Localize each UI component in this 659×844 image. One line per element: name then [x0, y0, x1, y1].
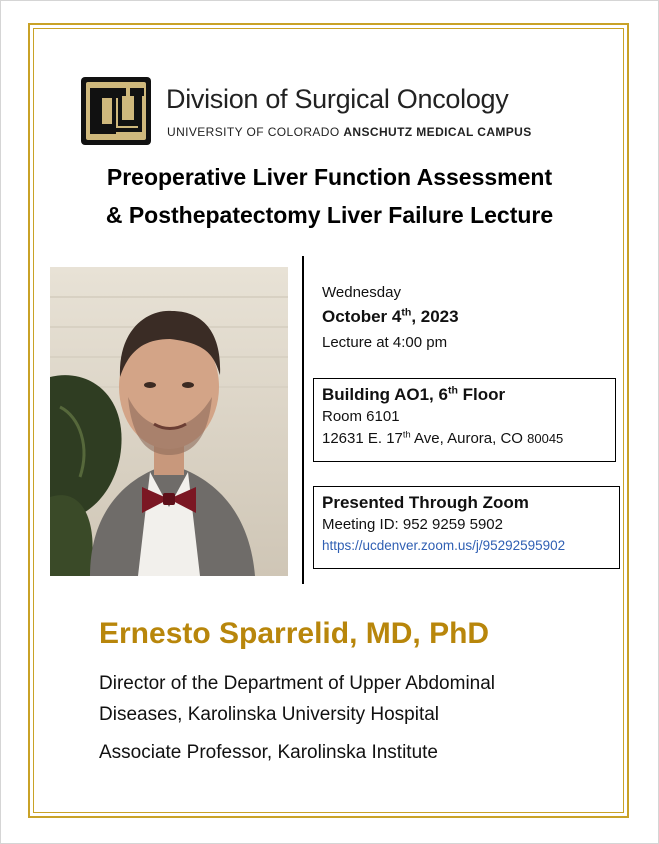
zoom-link[interactable]: https://ucdenver.zoom.us/j/95292595902 — [322, 538, 566, 553]
building-label — [322, 384, 607, 406]
street-prefix: 12631 E. 17 — [322, 430, 403, 447]
campus-line — [167, 125, 532, 139]
floor-suffix: th — [447, 384, 458, 397]
location-box — [313, 378, 616, 462]
street-rest: Ave, Aurora, CO — [410, 430, 528, 447]
street-address — [322, 428, 607, 450]
division-name: Division of Surgical Oncology — [166, 84, 509, 114]
date-year: , 2023 — [411, 307, 459, 326]
speaker-role-line3: Associate Professor, Karolinska Institute — [99, 742, 438, 763]
floor-word: Floor — [457, 385, 506, 404]
speaker-name: Ernesto Sparrelid, MD, PhD — [99, 617, 490, 650]
building-text: Building AO1, 6 — [322, 385, 448, 404]
event-date — [322, 307, 459, 327]
zip-code: 80045 — [527, 431, 564, 446]
event-day: Wednesday — [322, 284, 401, 301]
vertical-divider — [302, 256, 304, 584]
zoom-box — [313, 486, 620, 569]
date-month-day: October 4 — [322, 307, 402, 326]
date-suffix: th — [401, 306, 412, 319]
event-time: Lecture at 4:00 pm — [322, 334, 448, 351]
campus-text: ANSCHUTZ MEDICAL CAMPUS — [343, 125, 532, 139]
lecture-title-line1: Preoperative Liver Function Assessment — [106, 164, 553, 190]
speaker-role-line2: Diseases, Karolinska University Hospital — [99, 704, 440, 725]
lecture-title-line2: & Posthepatectomy Liver Failure Lecture — [105, 202, 554, 228]
room-label: Room 6101 — [322, 408, 400, 425]
university-text: UNIVERSITY OF COLORADO — [167, 125, 340, 139]
meeting-id: Meeting ID: 952 9259 5902 — [322, 516, 503, 533]
speaker-role-line1: Director of the Department of Upper Abdominal — [99, 673, 496, 694]
speaker-photo — [50, 267, 288, 576]
cu-logo-icon — [80, 76, 152, 146]
street-suffix: th — [402, 429, 411, 440]
zoom-heading: Presented Through Zoom — [322, 493, 529, 512]
